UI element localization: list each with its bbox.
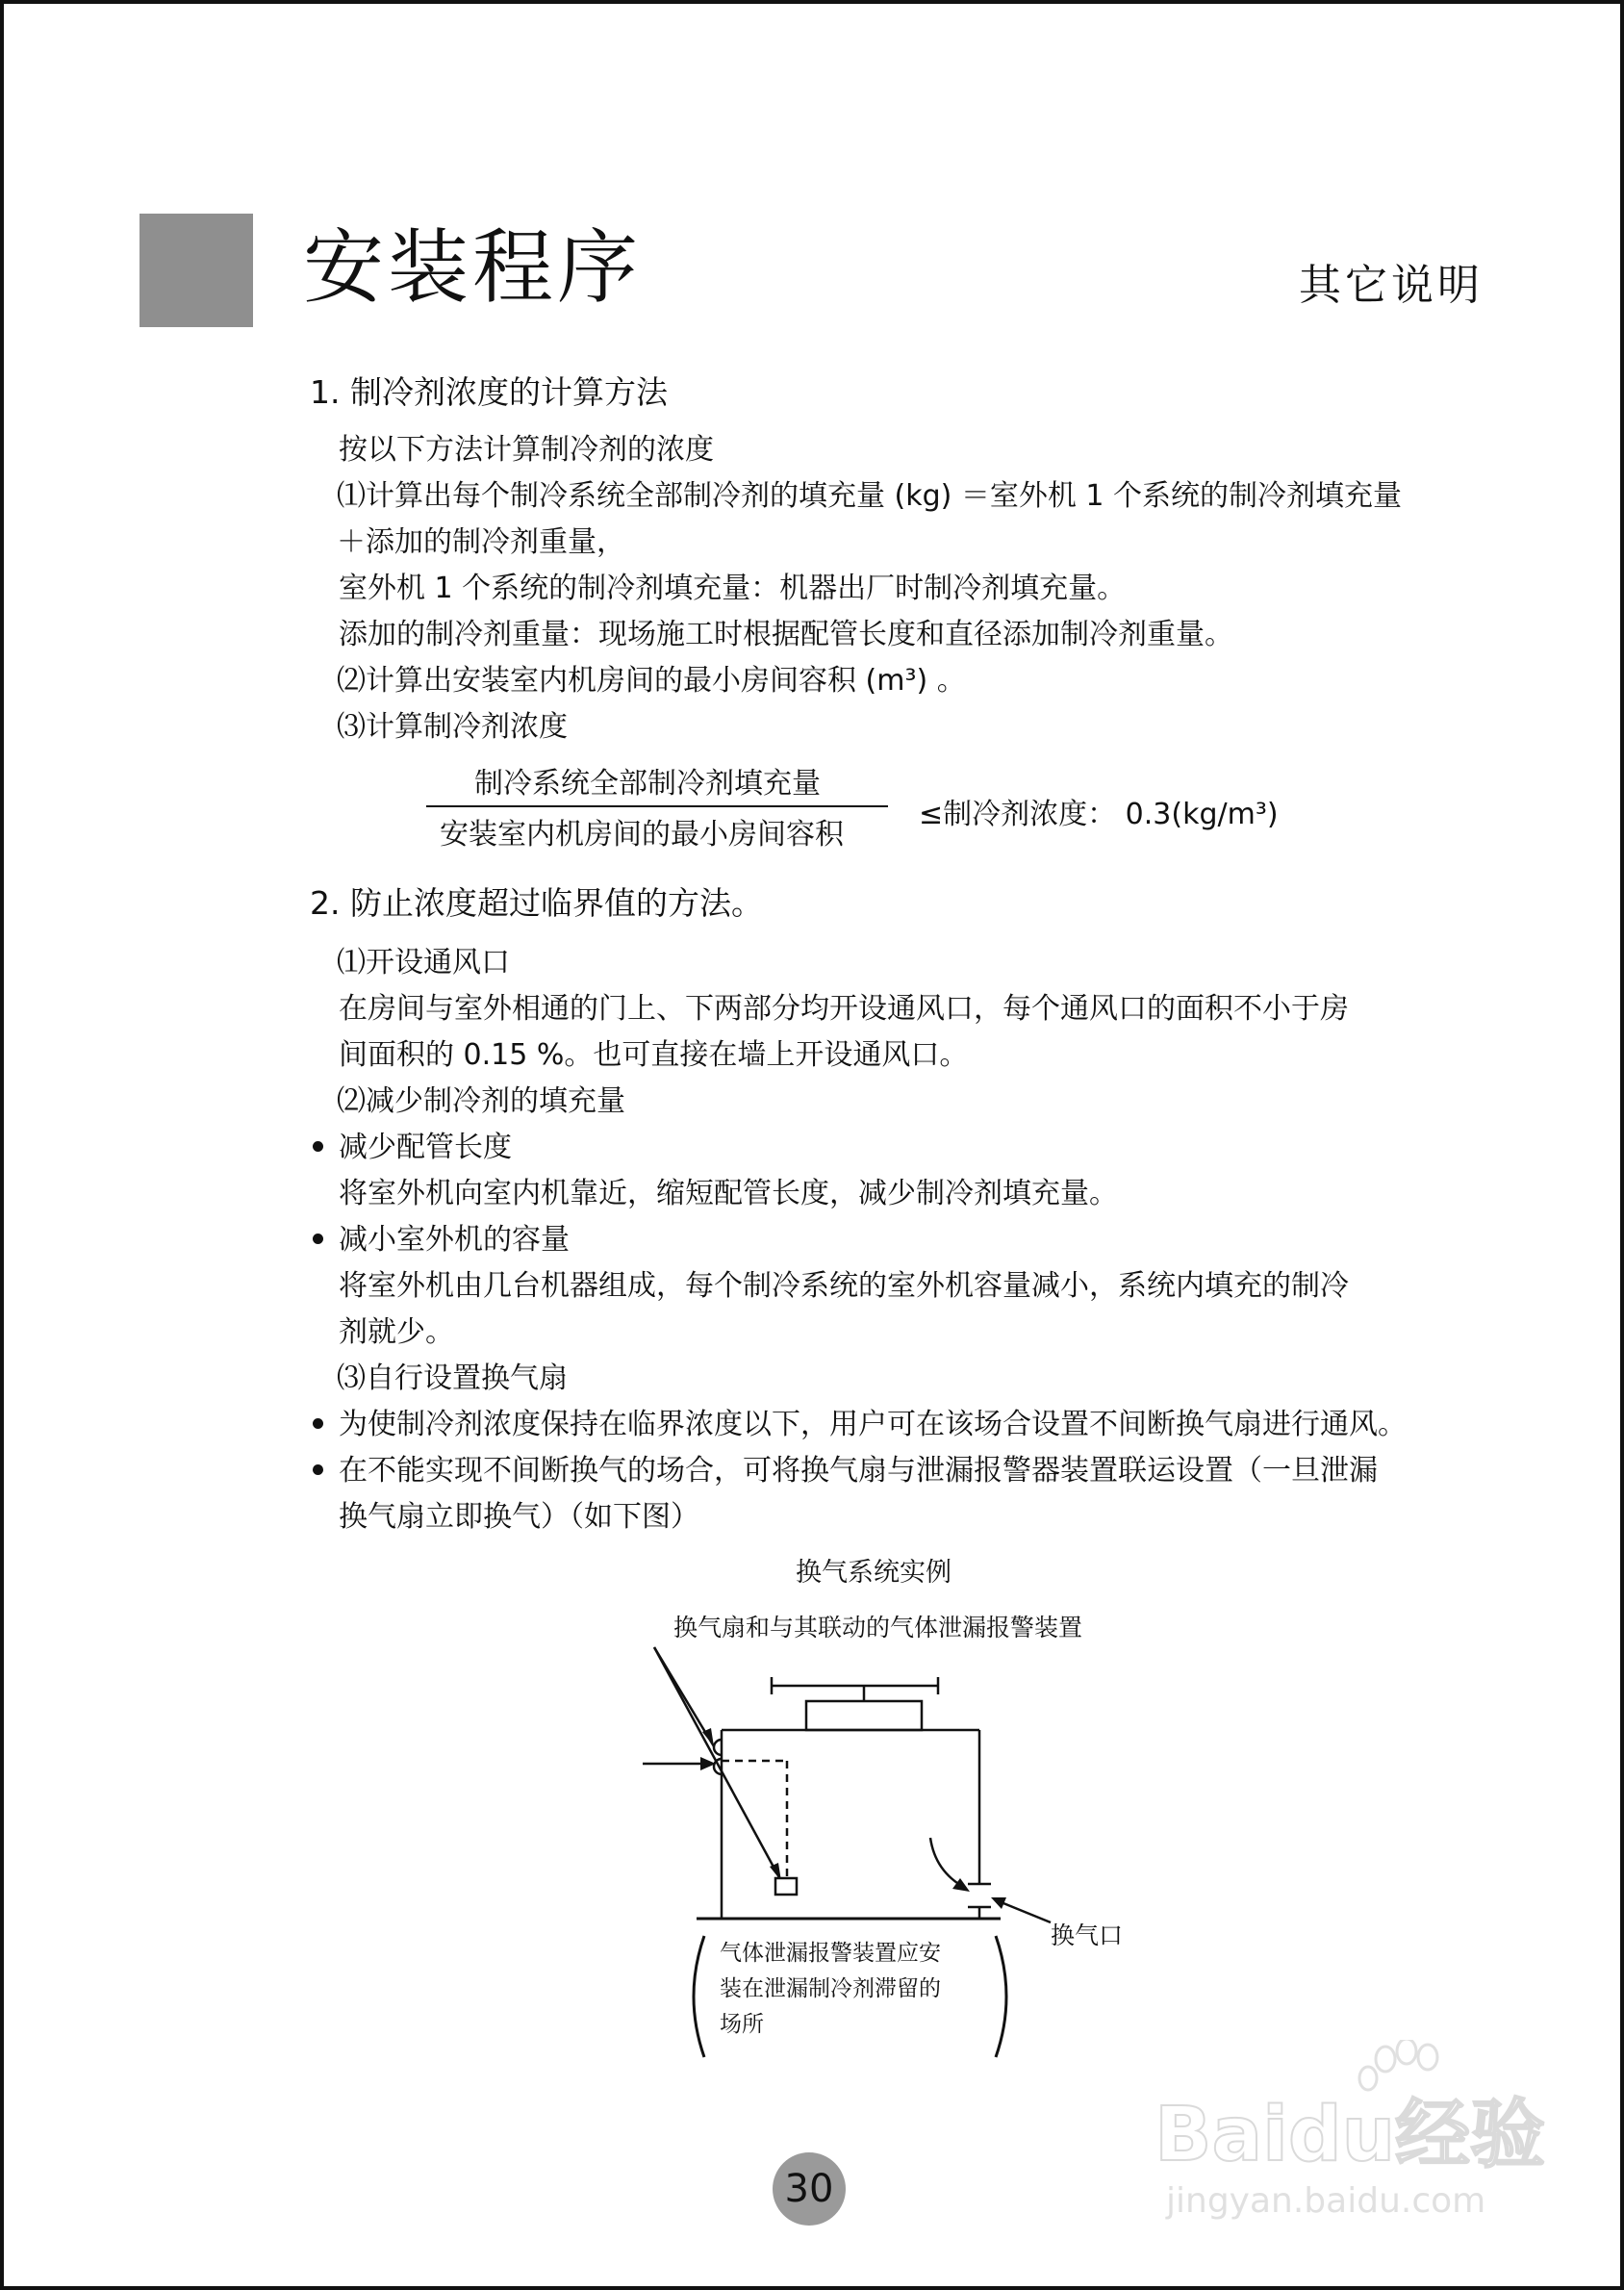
- item1-line1: 在房间与室外相通的门上、下两部分均开设通风口，每个通风口的面积不小于房: [339, 992, 1349, 1026]
- page-subtitle: 其它说明: [1299, 261, 1484, 310]
- bullet-dot: [313, 1464, 323, 1475]
- section1-heading: 1. 制冷剂浓度的计算方法: [310, 373, 668, 411]
- bullet4-line1: 在不能实现不间断换气的场合，可将换气扇与泄漏报警器装置联运设置（一旦泄漏: [339, 1454, 1378, 1488]
- ventilation-diagram-svg: [616, 1539, 1482, 2078]
- item3-title: ⑶自行设置换气扇: [337, 1361, 568, 1395]
- step2: ⑵计算出安装室内机房间的最小房间容积 (m³) 。: [337, 664, 966, 698]
- fraction-line: [426, 805, 888, 807]
- bullet1-title: 减少配管长度: [339, 1131, 512, 1164]
- watermark-brand: Baidu经验: [1155, 2092, 1546, 2178]
- bullet4-line2: 换气扇立即换气）（如下图）: [339, 1500, 699, 1534]
- bullet-dot: [313, 1234, 323, 1244]
- item1-line2: 间面积的 0.15 %。也可直接在墙上开设通风口。: [339, 1038, 969, 1072]
- vent-pointer: [999, 1901, 1051, 1922]
- diagram-note-line2: 装在泄漏制冷剂滞留的: [720, 1976, 941, 2001]
- bullet-dot: [313, 1418, 323, 1429]
- bullet2-line2: 剂就少。: [339, 1315, 454, 1349]
- diagram-title: 换气系统实例: [796, 1558, 952, 1588]
- fraction-numerator: 制冷系统全部制冷剂填充量: [474, 767, 821, 801]
- diagram-note-line3: 场所: [720, 2012, 764, 2037]
- fraction-denominator: 安装室内机房间的最小房间容积: [440, 818, 844, 852]
- note-right-paren: [996, 1936, 1006, 2057]
- outdoor-unit-icon: [806, 1701, 922, 1730]
- step1-line1: ⑴计算出每个制冷系统全部制冷剂的填充量 (kg) ＝室外机 1 个系统的制冷剂填充量: [337, 479, 1403, 513]
- item2-title: ⑵减少制冷剂的填充量: [337, 1084, 625, 1118]
- diagram-label-fan: 换气扇和与其联动的气体泄漏报警装置: [673, 1614, 1083, 1641]
- step1-line2: ＋添加的制冷剂重量，: [337, 525, 625, 559]
- bullet2-title: 减小室外机的容量: [339, 1223, 570, 1257]
- header-gray-block: [140, 214, 253, 327]
- item1-title: ⑴开设通风口: [337, 946, 510, 980]
- note-left-paren: [694, 1936, 704, 2057]
- section2-heading: 2. 防止浓度超过临界值的方法。: [310, 884, 763, 922]
- watermark-url: jingyan.baidu.com: [1166, 2181, 1486, 2221]
- step3: ⑶计算制冷剂浓度: [337, 710, 568, 744]
- bullet2-line1: 将室外机由几台机器组成，每个制冷系统的室外机容量减小，系统内填充的制冷: [339, 1269, 1349, 1303]
- ventilation-diagram: [616, 1539, 1482, 2078]
- definition-outdoor-charge: 室外机 1 个系统的制冷剂填充量：机器出厂时制冷剂填充量。: [339, 572, 1127, 605]
- leak-detector-icon: [775, 1878, 797, 1895]
- page-number: 30: [784, 2167, 834, 2211]
- section1-intro: 按以下方法计算制冷剂的浓度: [339, 433, 714, 467]
- page-title: 安装程序: [303, 220, 643, 315]
- bullet1-text: 将室外机向室内机靠近，缩短配管长度，减少制冷剂填充量。: [339, 1177, 1118, 1210]
- definition-added-refrigerant: 添加的制冷剂重量：现场施工时根据配管长度和直径添加制冷剂重量。: [339, 618, 1233, 651]
- baidu-watermark: [1145, 2040, 1549, 2232]
- bullet3-text: 为使制冷剂浓度保持在临界浓度以下，用户可在该场合设置不间断换气扇进行通风。: [339, 1408, 1407, 1441]
- diagram-label-vent: 换气口: [1051, 1921, 1124, 1949]
- bullet-dot: [313, 1141, 323, 1152]
- fraction-result: ≤制冷剂浓度： 0.3(kg/m³): [919, 798, 1279, 831]
- diagram-note-line1: 气体泄漏报警装置应安: [720, 1941, 941, 1966]
